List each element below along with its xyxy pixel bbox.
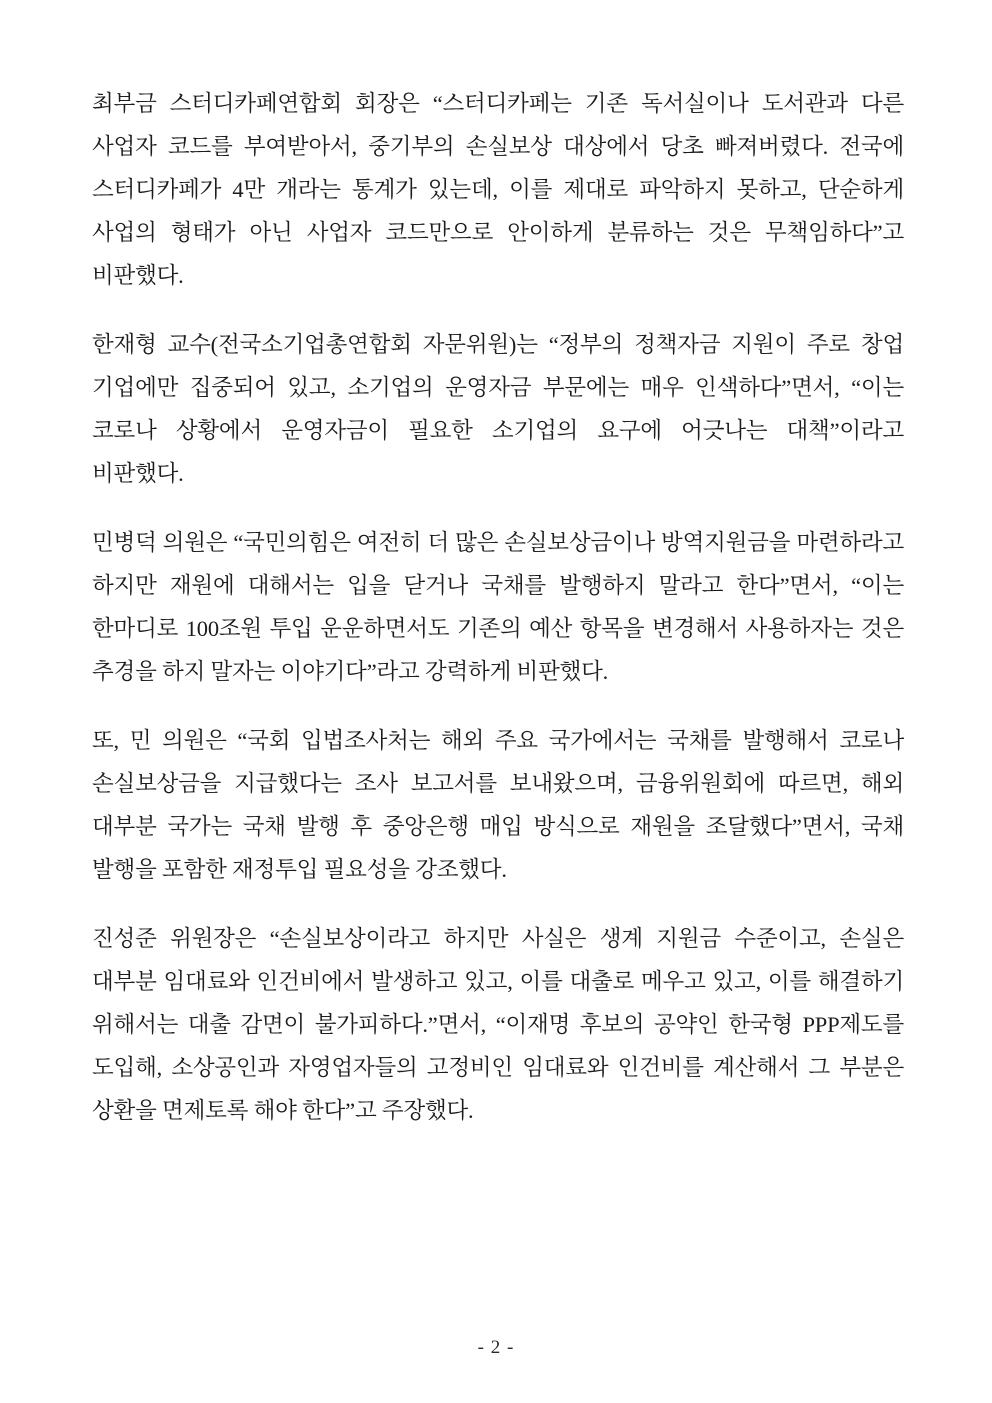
page-number: - 2 - [477,1337,515,1358]
document-body [92,82,904,1132]
paragraph: 최부금 스터디카페연합회 회장은 “스터디카페는 기존 독서실이나 도서관과 다른 사업자 코드를 부여받아서, 중기부의 손실보상 대상에서 당초 빠져버렸다. 전국에 스터디카페가 4만 개라는 통계가 있는데, 이를 제대로 파악하지 못하고, 단순하게 사업의 형태가 아닌 사업자 코드만으로 안이하게 분류하는 것은 무책임하다”고 비판했다. [92,91,904,288]
paragraph: 진성준 위원장은 “손실보상이라고 하지만 사실은 생계 지원금 수준이고, 손실은 대부분 임대료와 인건비에서 발생하고 있고, 이를 대출로 메우고 있고, 이를 해결하기 위해서는 대출 감면이 불가피하다.”면서, “이재명 후보의 공약인 한국형 PPP제도를 도입해, 소상공인과 자영업자들의 고정비인 임대료와 인건비를 계산해서 그 부분은 상환을 면제토록 해야 한다”고 주장했다. [92,926,904,1123]
paragraph: 또, 민 의원은 “국회 입법조사처는 해외 주요 국가에서는 국채를 발행해서 코로나 손실보상금을 지급했다는 조사 보고서를 보내왔으며, 금융위원회에 따르면, 해외 대부분 국가는 국채 발행 후 중앙은행 매입 방식으로 재원을 조달했다”면서, 국채 발행을 포함한 재정투입 필요성을 강조했다. [92,728,904,882]
paragraph: 한재형 교수(전국소기업총연합회 자문위원)는 “정부의 정책자금 지원이 주로 창업 기업에만 집중되어 있고, 소기업의 운영자금 부문에는 매우 인색하다”면서, “이는 코로나 상황에서 운영자금이 필요한 소기업의 요구에 어긋나는 대책”이라고 비판했다. [92,332,904,486]
paragraph: 민병덕 의원은 “국민의힘은 여전히 더 많은 손실보상금이나 방역지원금을 마련하라고 하지만 재원에 대해서는 입을 닫거나 국채를 발행하지 말라고 한다”면서, “이는 한마디로 100조원 투입 운운하면서도 기존의 예산 항목을 변경해서 사용하자는 것은 추경을 하지 말자는 이야기다”라고 강력하게 비판했다. [92,530,904,684]
